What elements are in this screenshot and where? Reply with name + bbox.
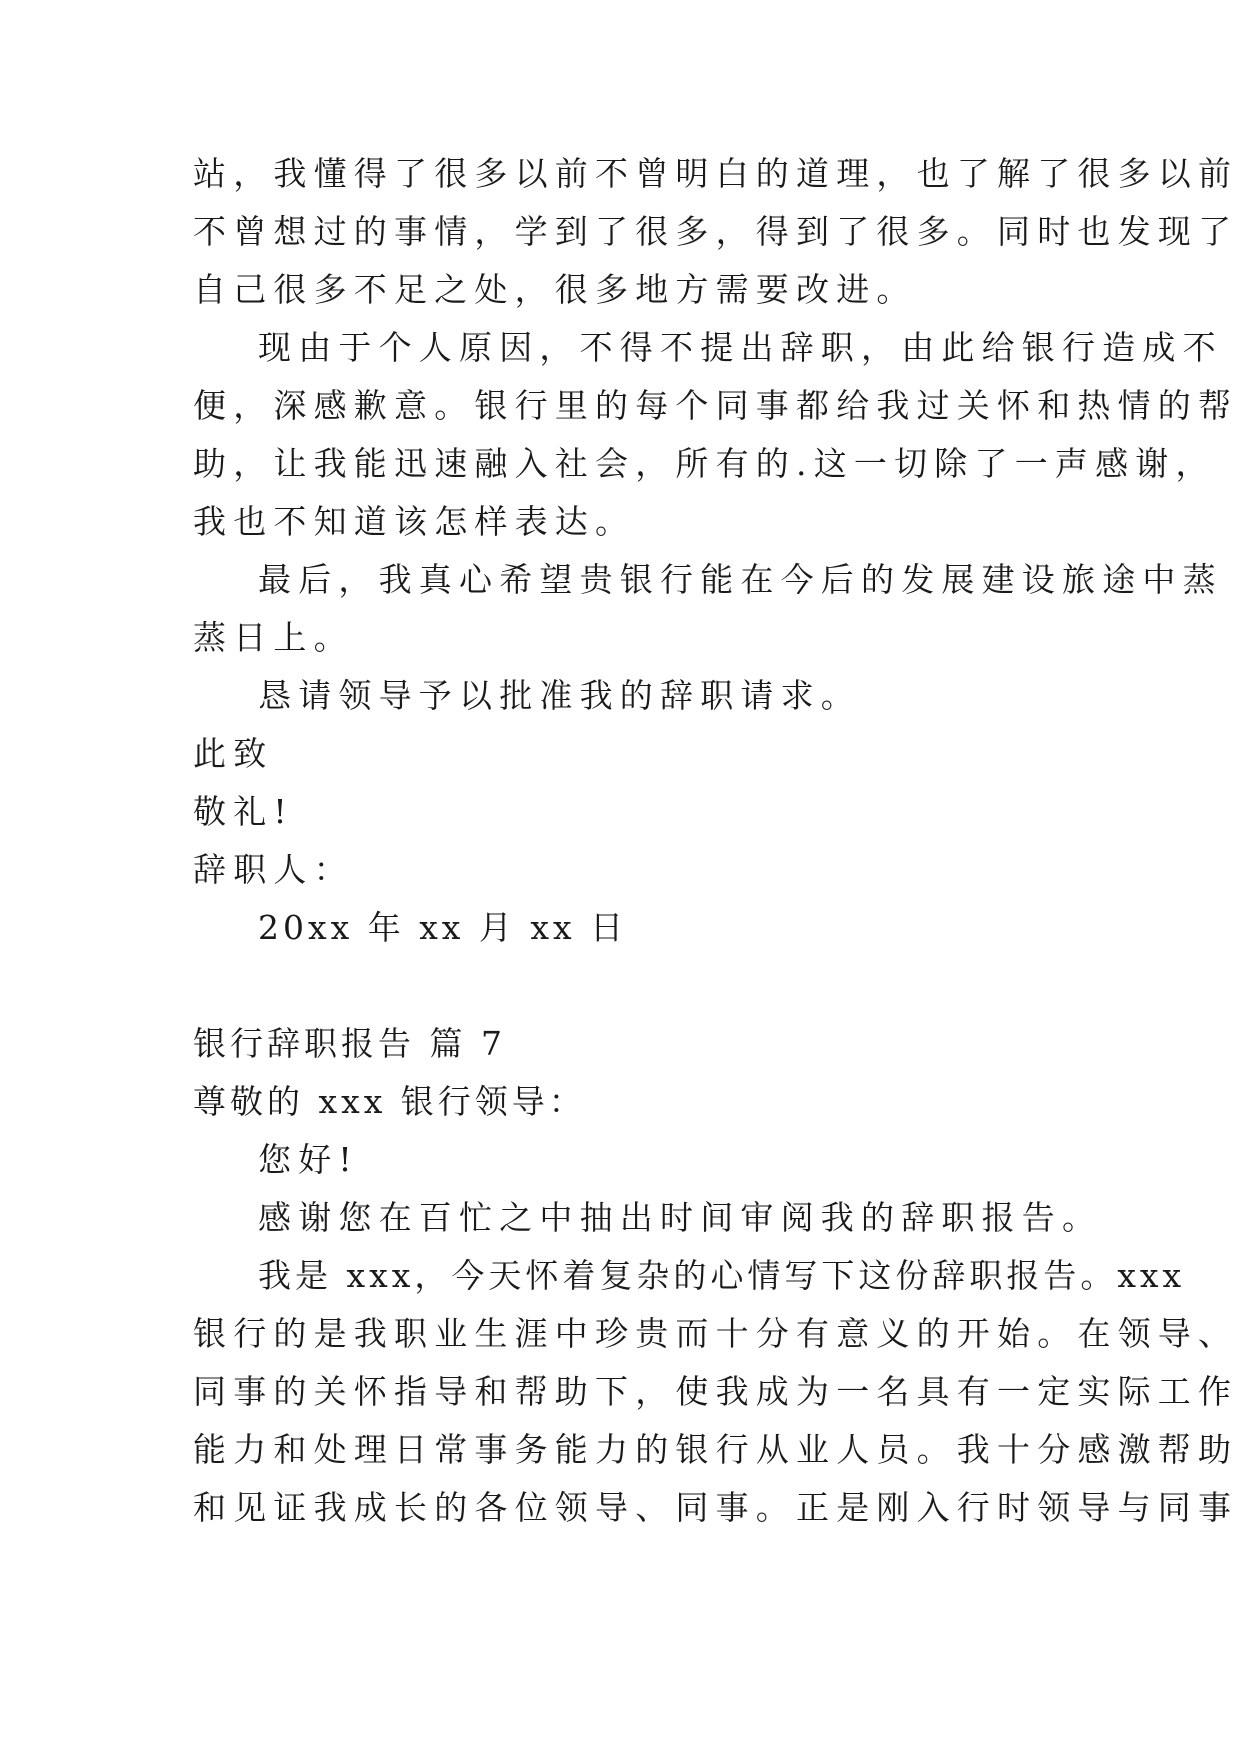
date-line: 20xx 年 xx 月 xx 日 — [258, 908, 628, 947]
paragraph-thanks: 感谢您在百忙之中抽出时间审阅我的辞职报告。 — [258, 1198, 1103, 1237]
text-line-1: 站，我懂得了很多以前不曾明白的道理，也了解了很多以前 — [193, 154, 1239, 193]
text-line-21: 同事的关怀指导和帮助下，使我成为一名具有一定实际工作 — [193, 1372, 1239, 1411]
text-line-2: 不曾想过的事情，学到了很多，得到了很多。同时也发现了 — [193, 212, 1239, 251]
signature-label: 辞职人： — [193, 850, 354, 889]
greeting-recipient: 尊敬的 xxx 银行领导： — [193, 1082, 586, 1121]
text-line-5: 便，深感歉意。银行里的每个同事都给我过关怀和热情的帮 — [193, 386, 1239, 425]
request-line: 恳请领导予以批准我的辞职请求。 — [258, 676, 861, 715]
text-line-22: 能力和处理日常事务能力的银行从业人员。我十分感激帮助 — [193, 1430, 1239, 1469]
closing-respect: 敬礼! — [193, 792, 294, 831]
paragraph-start-wishes: 最后，我真心希望贵银行能在今后的发展建设旅途中蒸 — [258, 560, 1223, 599]
paragraph-start-reason: 现由于个人原因，不得不提出辞职，由此给银行造成不 — [258, 328, 1223, 367]
closing-salutation: 此致 — [193, 734, 274, 773]
text-line-23: 和见证我成长的各位领导、同事。正是刚入行时领导与同事 — [193, 1488, 1239, 1527]
text-line-6: 助，让我能迅速融入社会，所有的.这一切除了一声感谢， — [193, 444, 1216, 483]
paragraph-start-intro: 我是 xxx，今天怀着复杂的心情写下这份辞职报告。xxx — [258, 1256, 1186, 1295]
text-line-9: 蒸日上。 — [193, 618, 354, 657]
text-line-3: 自己很多不足之处，很多地方需要改进。 — [193, 270, 917, 309]
text-line-20: 银行的是我职业生涯中珍贵而十分有意义的开始。在领导、 — [193, 1314, 1239, 1353]
section-title: 银行辞职报告 篇 7 — [193, 1024, 506, 1063]
text-line-7: 我也不知道该怎样表达。 — [193, 502, 636, 541]
greeting-hello: 您好! — [258, 1140, 359, 1179]
